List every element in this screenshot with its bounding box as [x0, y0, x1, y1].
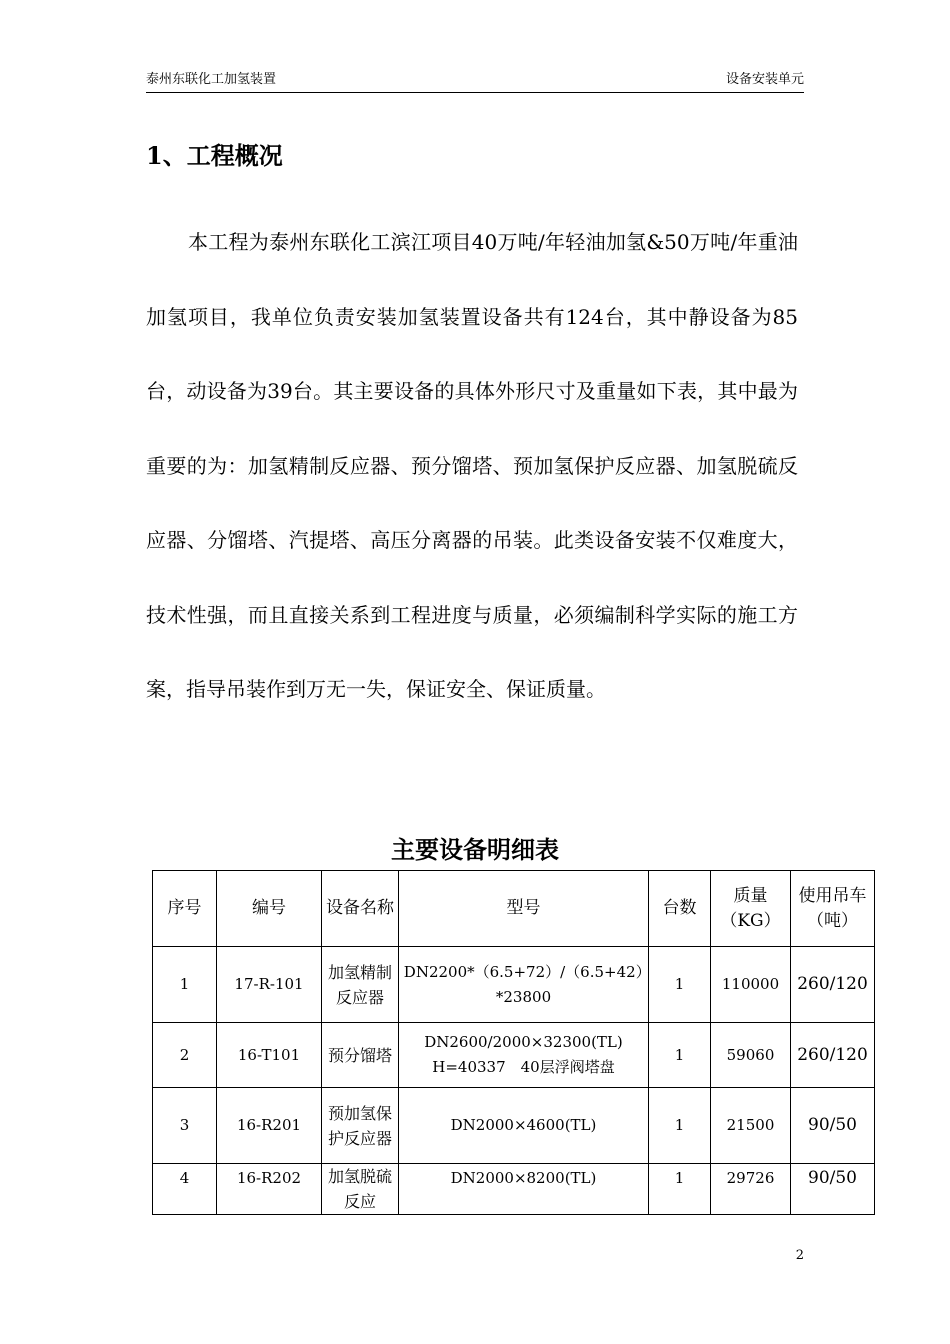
col-header-mass: 质量（KG）	[711, 871, 791, 947]
cell-no: 4	[153, 1164, 217, 1215]
table-row	[153, 1164, 875, 1215]
col-header-model: 型号	[399, 871, 649, 947]
header-left: 泰州东联化工加氢装置	[146, 72, 277, 87]
cell-model: DN2000×8200(TL)	[399, 1164, 649, 1215]
cell-id: 17-R-101	[217, 947, 322, 1023]
cell-qty: 1	[649, 1164, 711, 1215]
table-row	[153, 1088, 875, 1164]
cell-mass: 59060	[711, 1023, 791, 1088]
cell-mass: 29726	[711, 1164, 791, 1215]
header-right: 设备安装单元	[725, 72, 804, 87]
col-header-qty: 台数	[649, 871, 711, 947]
cell-name: 预加氢保护反应器	[322, 1088, 399, 1164]
cell-name: 加氢精制反应器	[322, 947, 399, 1023]
cell-mass: 110000	[711, 947, 791, 1023]
cell-model: DN2200*（6.5+72）/（6.5+42）*23800	[399, 947, 649, 1023]
overview-paragraph: 本工程为泰州东联化工滨江项目40万吨/年轻油加氢&50万吨/年重油加氢项目，我单位负责安装加氢装置设备共有124台，其中静设备为85台，动设备为39台。其主要设备的具体外形尺寸及重量如下表，其中最为重要的为：加氢精制反应器、预分馏塔、预加氢保护反应器、加氢脱硫反应器、分馏塔、汽提塔、高压分离器的吊装。此类设备安装不仅难度大，技术性强，而且直接关系到工程进度与质量，必须编制科学实际的施工方案，指导吊装作到万无一失，保证安全、保证质量。	[146, 230, 798, 701]
header-divider	[146, 92, 804, 93]
cell-crane: 260/120	[791, 1023, 875, 1088]
cell-mass: 21500	[711, 1088, 791, 1164]
cell-qty: 1	[649, 947, 711, 1023]
cell-id: 16-R202	[217, 1164, 322, 1215]
cell-no: 1	[153, 947, 217, 1023]
col-header-no: 序号	[153, 871, 217, 947]
cell-no: 2	[153, 1023, 217, 1088]
page-number: 2	[795, 1248, 804, 1263]
cell-name: 加氢脱硫反应	[322, 1164, 399, 1215]
cell-model: DN2600/2000×32300(TL) H=40337 40层浮阀塔盘	[399, 1023, 649, 1088]
table-header-row	[153, 871, 875, 947]
equipment-table	[152, 870, 875, 1215]
cell-crane: 260/120	[791, 947, 875, 1023]
cell-no: 3	[153, 1088, 217, 1164]
cell-qty: 1	[649, 1088, 711, 1164]
col-header-id: 编号	[217, 871, 322, 947]
cell-crane: 90/50	[791, 1088, 875, 1164]
section-title: 1、工程概况	[146, 141, 283, 170]
cell-name: 预分馏塔	[322, 1023, 399, 1088]
table-row	[153, 947, 875, 1023]
cell-qty: 1	[649, 1023, 711, 1088]
cell-id: 16-R201	[217, 1088, 322, 1164]
table-row	[153, 1023, 875, 1088]
cell-model: DN2000×4600(TL)	[399, 1088, 649, 1164]
table-title: 主要设备明细表	[391, 835, 559, 864]
cell-id: 16-T101	[217, 1023, 322, 1088]
cell-crane: 90/50	[791, 1164, 875, 1215]
col-header-name: 设备名称	[322, 871, 399, 947]
col-header-crane: 使用吊车（吨）	[791, 871, 875, 947]
